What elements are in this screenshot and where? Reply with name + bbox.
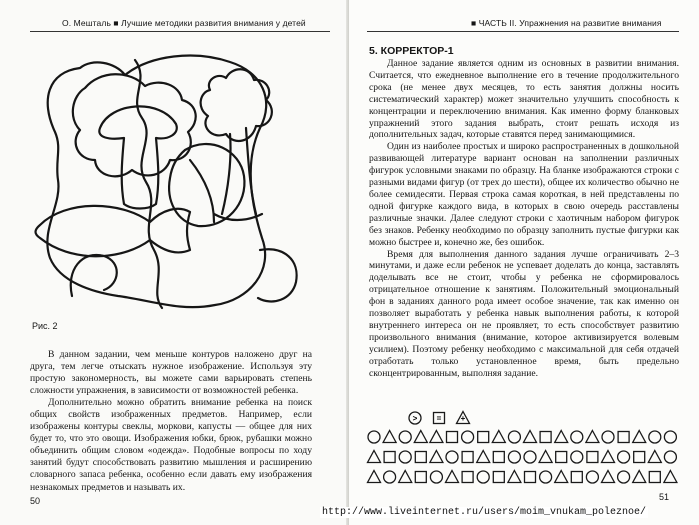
blank-circle [477, 471, 489, 483]
blank-triangle [633, 471, 646, 483]
overlapping-contours-figure [0, 0, 349, 330]
contour-fish [36, 206, 191, 256]
blank-triangle [414, 431, 427, 443]
blank-triangle [602, 471, 615, 483]
blank-circle [508, 431, 520, 443]
blank-square [493, 452, 504, 463]
blank-triangle [602, 451, 615, 463]
blank-circle [524, 451, 536, 463]
blank-triangle [633, 431, 646, 443]
blank-circle [571, 431, 583, 443]
blank-square [415, 452, 426, 463]
left-paragraph-1: В данном задании, чем меньше контуров наложено друг на друга, тем легче отыскать нужное изображение. Используя эту простую закономерность, вы можете сами варьировать степень сложности упражнения, в зависимости от возможностей ребенка. [30, 349, 312, 397]
page-number-left: 50 [30, 496, 41, 506]
left-paragraph-2: Дополнительно можно обратить внимание ребенка на поиск общих свойств изображенных предметов. Например, если изображены контуры свеклы, моркови, капусты — общее для них будет то, что это овощи. Изображения юбки, брюк, рубашки можно объединить общим словом «одежда». Подобные вопросы по ходу занятий будут способствовать развитию мышления и расширению словарного запаса ребенка, особенно если давать ему изображения незнакомых предметов и называть их. [30, 397, 312, 493]
blank-triangle [492, 431, 505, 443]
right-body-text [369, 58, 679, 379]
blank-circle [664, 431, 676, 443]
sample-symbol: + [460, 414, 466, 424]
blank-square [587, 452, 598, 463]
blank-circle [540, 471, 552, 483]
blank-triangle [524, 431, 537, 443]
contour-mushroom [99, 106, 176, 208]
blank-square [571, 472, 582, 483]
blank-square [493, 472, 504, 483]
blank-circle [508, 451, 520, 463]
blank-square [384, 452, 395, 463]
blank-triangle [383, 431, 396, 443]
blank-circle [571, 451, 583, 463]
blank-triangle [508, 471, 521, 483]
blank-square [447, 432, 458, 443]
running-header-right: ■ ЧАСТЬ II. Упражнения на развитие внимания [471, 18, 662, 28]
blank-square [478, 432, 489, 443]
blank-triangle [399, 471, 412, 483]
shape-grid-blank [365, 408, 685, 490]
blank-triangle [555, 471, 568, 483]
blank-square [618, 432, 629, 443]
blank-triangle [430, 451, 443, 463]
blank-square [649, 472, 660, 483]
right-paragraph-3: Время для выполнения данного задания лучше ограничивать 2–3 минутами, и даже если ребенок не успевает доделать до конца, заставлять доделывать все не стоит, чтобы у ребенка не сформировалось отрицательное отношение к занятиям. Положительный эмоциональный фон в заданиях данного рода имеет особое значение, так как именно он позволяет выработать у ребенка навык выполнения работы, к которой внутреннего интереса он не проявляет, то есть способствует развитию произвольного внимания (внимание, которое активизируется волевым усилием). Поэтому ребенку необходимо с максимальной для себя отдачей отработать только установленное время, быть предельно сконцентрированным, выполняя задание. [369, 248, 679, 379]
blank-square [525, 472, 536, 483]
blank-triangle [368, 451, 381, 463]
contour-tree [201, 69, 272, 141]
right-page [349, 0, 699, 525]
blank-circle [430, 471, 442, 483]
blank-triangle [430, 431, 443, 443]
figure-caption: Рис. 2 [32, 321, 58, 331]
blank-circle [399, 431, 411, 443]
left-body-text [30, 349, 312, 494]
contour-leaf [169, 144, 244, 226]
blank-triangle [539, 451, 552, 463]
blank-square [556, 452, 567, 463]
running-header-left: О. Мешталь ■ Лучшие методики развития внимания у детей [62, 18, 306, 28]
blank-triangle [586, 431, 599, 443]
blank-triangle [555, 431, 568, 443]
blank-square [462, 452, 473, 463]
blank-circle [446, 451, 458, 463]
header-rule-right [367, 31, 679, 32]
blank-square [415, 472, 426, 483]
blank-circle [664, 451, 676, 463]
right-paragraph-1: Данное задание является одним из основных в развитии внимания. Считается, что ежедневное выполнение его в течение продолжительного срока (не менее двух месяцев, то есть занятия должны носить систематический характер) может значительно улучшить способность к концентрации и переключению внимания. Как именно форму бланковых упражнений этого задания выбрать, стоит решать исходя из дополнительных задач, которые ставятся перед занимающимися. [369, 58, 679, 141]
blank-square [462, 472, 473, 483]
blank-triangle [368, 471, 381, 483]
blank-square [540, 432, 551, 443]
blank-circle [368, 431, 380, 443]
blank-circle [618, 451, 630, 463]
blank-circle [586, 471, 598, 483]
blank-square [634, 452, 645, 463]
blank-circle [462, 431, 474, 443]
blank-triangle [664, 471, 677, 483]
page-number-right: 51 [659, 492, 670, 502]
blank-circle [399, 451, 411, 463]
source-watermark: http://www.liveinternet.ru/users/moim_vnukam_poleznoe/ [322, 507, 647, 518]
blank-circle [618, 471, 630, 483]
left-page [0, 0, 349, 525]
blank-triangle [648, 451, 661, 463]
sample-symbol: = [436, 414, 442, 424]
blank-circle [384, 471, 396, 483]
blank-circle [649, 431, 661, 443]
right-paragraph-2: Один из наиболее простых и широко распространенных в дошкольной развивающей литературе вариант основан на заполнении различных фигурок условными знаками по образцу. На бланке изображаются строки с разными видами фигур (от трех до шести), общее их количество обычно не более семидесяти. Первая строка самая короткая, в ней представлены по одной фигурке каждого вида, в которых в свою очередь расставлены различные значки. Далее следуют строки с хаотичным набором фигурок без знаков. Ребенку необходимо по образцу заполнить пустые фигурки как можно быстрее и, конечно же, без ошибок. [369, 141, 679, 248]
sample-symbol: > [412, 414, 418, 424]
blank-triangle [477, 451, 490, 463]
blank-triangle [446, 471, 459, 483]
section-title: 5. КОРРЕКТОР-1 [369, 45, 454, 57]
blank-circle [602, 431, 614, 443]
